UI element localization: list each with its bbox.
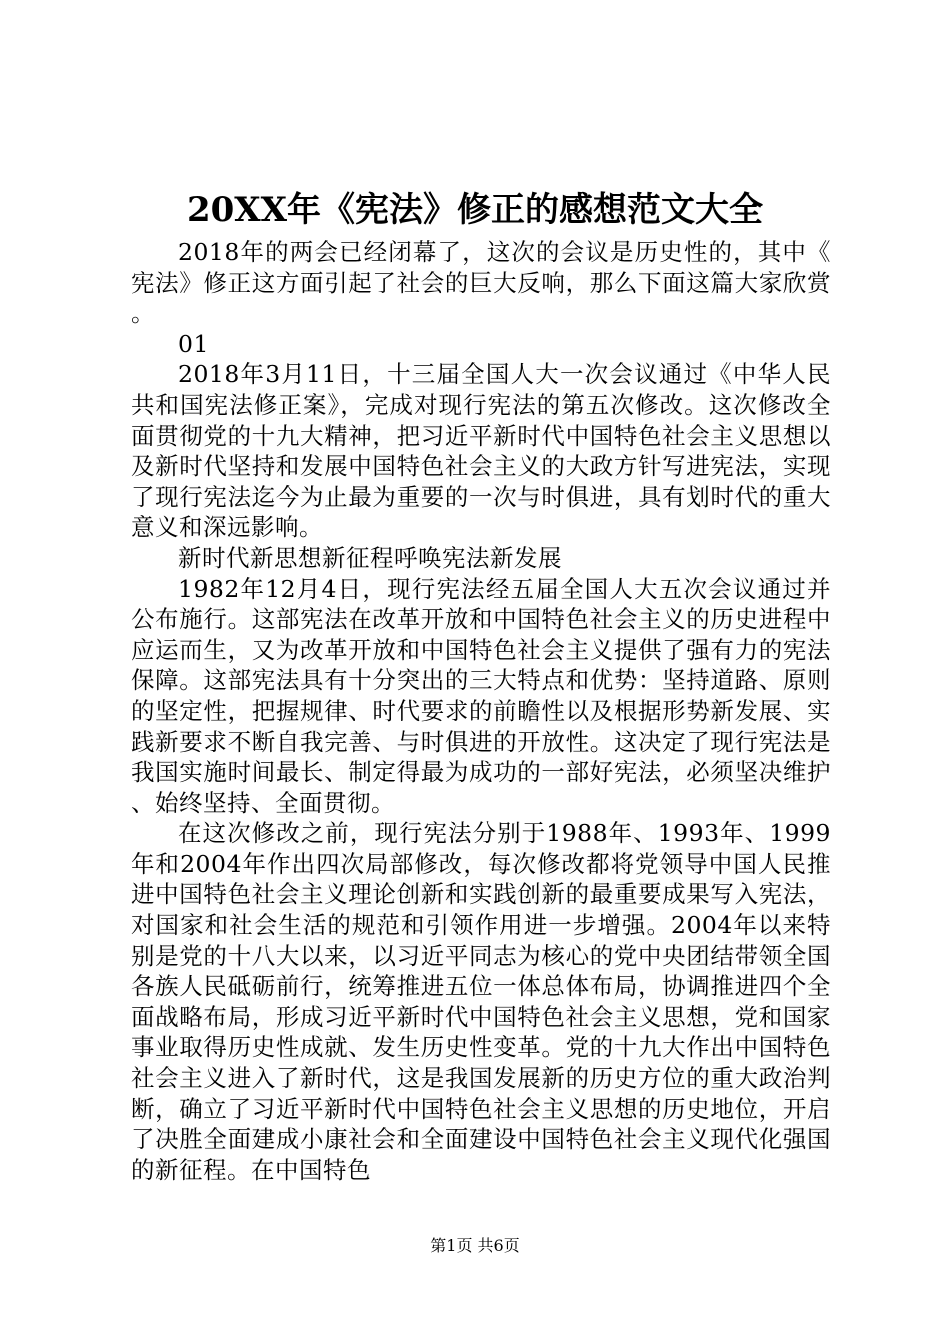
paragraph-subheading: 新时代新思想新征程呼唤宪法新发展: [178, 543, 562, 572]
paragraph-section-number: 01: [178, 329, 209, 358]
page-footer: 第1页 共6页: [430, 1236, 520, 1255]
paragraph-previous-revisions: 在这次修改之前，现行宪法分别于1988年、1993年、1999年和2004年作出四次局部修改，每次修改都将党领导中国人民推进中国特色社会主义理论创新和实践创新的最重要成果写入宪法，对国家和社会生活的规范和引领作用进一步增强。2004年以来特别是党的十八大以来，以习近平同志为核心的党中央团结带领全国各族人民砥砺前行，统筹推进五位一体总体布局，协调推进四个全面战略布局，形成习近平新时代中国特色社会主义思想，党和国家事业取得历史性成就、发生历史性变革。党的十九大作出中国特色社会主义进入了新时代，这是我国发展新的历史方位的重大政治判断，确立了习近平新时代中国特色社会主义思想的历史地位，开启了决胜全面建成小康社会和全面建设中国特色社会主义现代化强国的新征程。在中国特色: [131, 819, 831, 1184]
document-body: [131, 237, 831, 1185]
paragraph-1982-constitution: 1982年12月4日，现行宪法经五届全国人大五次会议通过并公布施行。这部宪法在改革开放和中国特色社会主义的历史进程中应运而生，又为改革开放和中国特色社会主义提供了强有力的宪法保障。这部宪法具有十分突出的三大特点和优势：坚持道路、原则的坚定性，把握规律、时代要求的前瞻性以及根据形势新发展、实践新要求不断自我完善、与时俱进的开放性。这决定了现行宪法是我国实施时间最长、制定得最为成功的一部好宪法，必须坚决维护、始终坚持、全面贯彻。: [131, 574, 831, 817]
paragraph-amendment: 2018年3月11日，十三届全国人大一次会议通过《中华人民共和国宪法修正案》，完成对现行宪法的第五次修改。这次修改全面贯彻党的十九大精神，把习近平新时代中国特色社会主义思想以及新时代坚持和发展中国特色社会主义的大政方针写进宪法，实现了现行宪法迄今为止最为重要的一次与时俱进，具有划时代的重大意义和深远影响。: [131, 360, 831, 542]
document-title: 20XX年《宪法》修正的感想范文大全: [186, 190, 764, 230]
paragraph-intro: 2018年的两会已经闭幕了，这次的会议是历史性的，其中《宪法》修正这方面引起了社会的巨大反响，那么下面这篇大家欣赏。: [131, 238, 831, 328]
